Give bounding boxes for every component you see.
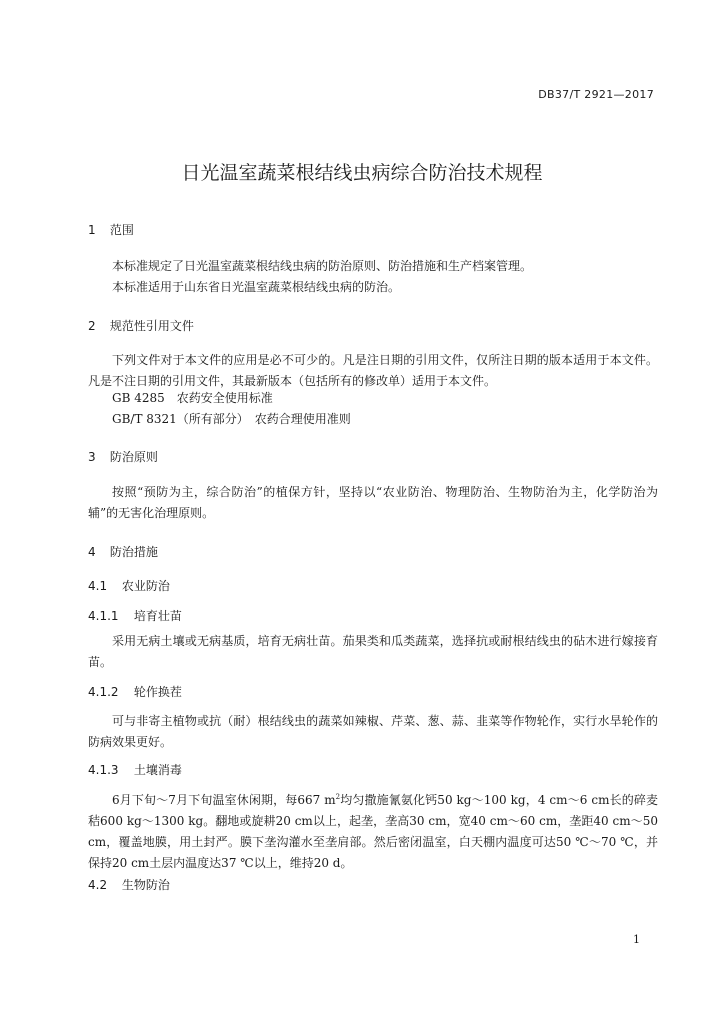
section-heading-4-1-2 — [88, 683, 182, 700]
section-title: 规范性引用文件 — [109, 319, 194, 333]
section-heading-3 — [88, 448, 158, 465]
paragraph-text: 均匀撒施氰氨化钙50 kg～100 kg，4 cm～6 cm长的碎麦秸600 kg～1300 kg。翻地或旋耕20 cm以上，起垄，垄高30 cm，宽40 cm～60 cm，垄距40 cm～50 cm，覆盖地膜，用土封严。膜下垄沟灌水至垄肩部。然后密闭温室，白天棚内温度可达50 ℃～70 ℃，并保持20 cm土层内温度达37 ℃以上，维持20 d。 — [88, 793, 658, 870]
section-title: 培育壮苗 — [133, 609, 182, 623]
section-number: 4.1.1 — [88, 609, 119, 623]
section-number: 4.1 — [88, 579, 108, 593]
document-title: 日光温室蔬菜根结线虫病综合防治技术规程 — [181, 162, 543, 184]
normative-reference: GB/T 8321（所有部分） 农药合理使用准则 — [112, 412, 351, 426]
section-title: 防治措施 — [109, 545, 158, 559]
superscript: 2 — [335, 793, 341, 801]
section-heading-2 — [88, 317, 194, 334]
page-number: 1 — [633, 933, 640, 946]
section-title: 防治原则 — [109, 450, 158, 464]
paragraph: 本标准规定了日光温室蔬菜根结线虫病的防治原则、防治措施和生产档案管理。 — [112, 259, 533, 273]
paragraph: 下列文件对于本文件的应用是必不可少的。凡是注日期的引用文件，仅所注日期的版本适用于本文件。凡是不注日期的引用文件，其最新版本（包括所有的修改单）适用于本文件。 — [88, 353, 658, 388]
section-heading-1 — [88, 221, 134, 238]
section-heading-4 — [88, 543, 158, 560]
section-heading-4-1 — [88, 577, 170, 594]
section-heading-4-1-1 — [88, 607, 182, 624]
section-heading-4-1-3 — [88, 761, 182, 778]
paragraph: 可与非寄主植物或抗（耐）根结线虫的蔬菜如辣椒、芹菜、葱、蒜、韭菜等作物轮作，实行水旱轮作的防病效果更好。 — [88, 714, 658, 749]
section-title: 农业防治 — [121, 579, 170, 593]
section-number: 3 — [88, 450, 96, 464]
paragraph — [88, 787, 658, 874]
section-title: 范围 — [109, 223, 134, 237]
section-number: 2 — [88, 319, 96, 333]
section-number: 4.1.3 — [88, 763, 119, 777]
section-number: 1 — [88, 223, 96, 237]
standard-code: DB37/T 2921—2017 — [538, 88, 654, 101]
paragraph: 采用无病土壤或无病基质，培育无病壮苗。茄果类和瓜类蔬菜，选择抗或耐根结线虫的砧木进行嫁接育苗。 — [88, 634, 658, 669]
normative-reference: GB 4285 农药安全使用标准 — [112, 391, 273, 405]
section-heading-4-2 — [88, 876, 170, 893]
section-number: 4 — [88, 545, 96, 559]
section-number: 4.2 — [88, 878, 108, 892]
section-number: 4.1.2 — [88, 685, 119, 699]
paragraph-text: 6月下旬～7月下旬温室休闲期，每667 m — [112, 793, 336, 807]
section-title: 土壤消毒 — [133, 763, 182, 777]
section-title: 生物防治 — [121, 878, 170, 892]
section-title: 轮作换茬 — [133, 685, 182, 699]
paragraph: 按照“预防为主，综合防治”的植保方针，坚持以“农业防治、物理防治、生物防治为主，化学防治为辅”的无害化治理原则。 — [88, 485, 658, 520]
paragraph: 本标准适用于山东省日光温室蔬菜根结线虫病的防治。 — [112, 280, 401, 294]
